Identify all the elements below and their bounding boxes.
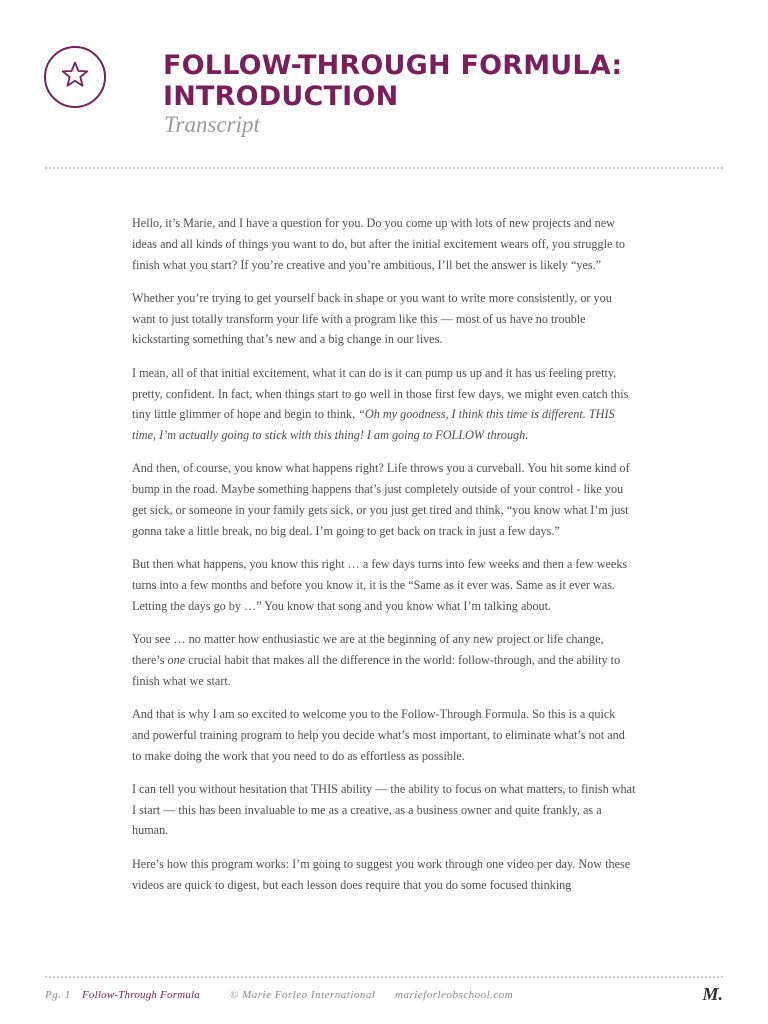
paragraph-6: [132, 629, 636, 691]
footer-logo-mark: M.: [702, 984, 723, 1004]
footer-website: marieforleobschool.com: [395, 989, 514, 1001]
paragraph-7: And that is why I am so excited to welcome you to the Follow-Through Formula. So this is a quick and powerful training program to help you decide what’s most important, to eliminate what’s not and to make doing the work that you need to do as effortless as possible.: [132, 706, 625, 763]
paragraph-2: Whether you’re trying to get yourself back in shape or you want to write more consistently, or you want to just totally transform your life with a program like this — most of us have no trouble kickstarting something that’s new and a big change in our lives.: [132, 290, 612, 347]
paragraph-9: Here’s how this program works: I’m going to suggest you work through one video per day. Now these videos are quick to digest, but each lesson does require that you do some focused thinking: [132, 856, 631, 892]
paragraph-6-start: You see … no matter how enthusiastic we are at the beginning of any new project or life change, there’s: [132, 632, 604, 667]
page-title: [163, 50, 723, 112]
footer-course-title: Follow-Through Formula: [82, 989, 200, 1001]
transcript-body: [132, 213, 636, 908]
paragraph-3-text: I mean, all of that initial excitement, what it can do is it can pump us up and it has us feeling pretty, pretty, confident. In fact, when things start to go well in those first few days, we might even catch this tiny little glimmer of hope and begin to think,: [132, 365, 629, 422]
paragraph-8: I can tell you without hesitation that THIS ability — the ability to focus on what matters, to finish what I start — this has been invaluable to me as a creative, as a business owner and quite frankly, as a human.: [132, 781, 636, 838]
paragraph-6-end: crucial habit that makes all the difference in the world: follow-through, and the ability to finish what we start.: [132, 652, 621, 688]
title-line-2: INTRODUCTION: [163, 81, 399, 112]
page-number: Pg. 1: [45, 989, 71, 1001]
paragraph-1: Hello, it’s Marie, and I have a question for you. Do you come up with lots of new projects and new ideas and all kinds of things you want to do, but after the initial excitement wears off, you struggle to finish what you start? If you’re creative and you’re ambitious, I’ll bet the answer is likely “yes.”: [132, 216, 625, 272]
top-divider: [45, 167, 723, 169]
paragraph-3: [132, 363, 636, 446]
paragraph-5: But then what happens, you know this right … a few days turns into few weeks and then a few weeks turns into a few months and before you know it, it is the “Same as it ever was. Same as it ever was. Letting the days go by …” You know that song and you know what I’m talking about.: [132, 557, 628, 613]
bottom-divider: [45, 976, 723, 978]
paragraph-6-emphasis: one: [167, 652, 186, 667]
footer-copyright: © Marie Forleo International: [230, 989, 376, 1001]
logo-badge: [44, 46, 106, 108]
star-icon: [59, 59, 91, 96]
paragraph-4: And then, of course, you know what happens right? Life throws you a curveball. You hit some kind of bump in the road. Maybe something happens that’s just completely outside of your control - like you get sick, or someone in your family gets sick, or you just get tired and think, “you know what I’m just gonna take a little break, no big deal. I’m going to get back on track in just a few days.”: [132, 461, 630, 538]
paragraph-3-quote: “Oh my goodness, I think this time is different. THIS time, I’m actually going to stick with this thing! I am going to FOLLOW through.: [132, 407, 615, 443]
title-line-1: FOLLOW-THROUGH FORMULA:: [163, 50, 623, 81]
page-subtitle: Transcript: [164, 112, 260, 137]
page-footer: [45, 984, 723, 1006]
